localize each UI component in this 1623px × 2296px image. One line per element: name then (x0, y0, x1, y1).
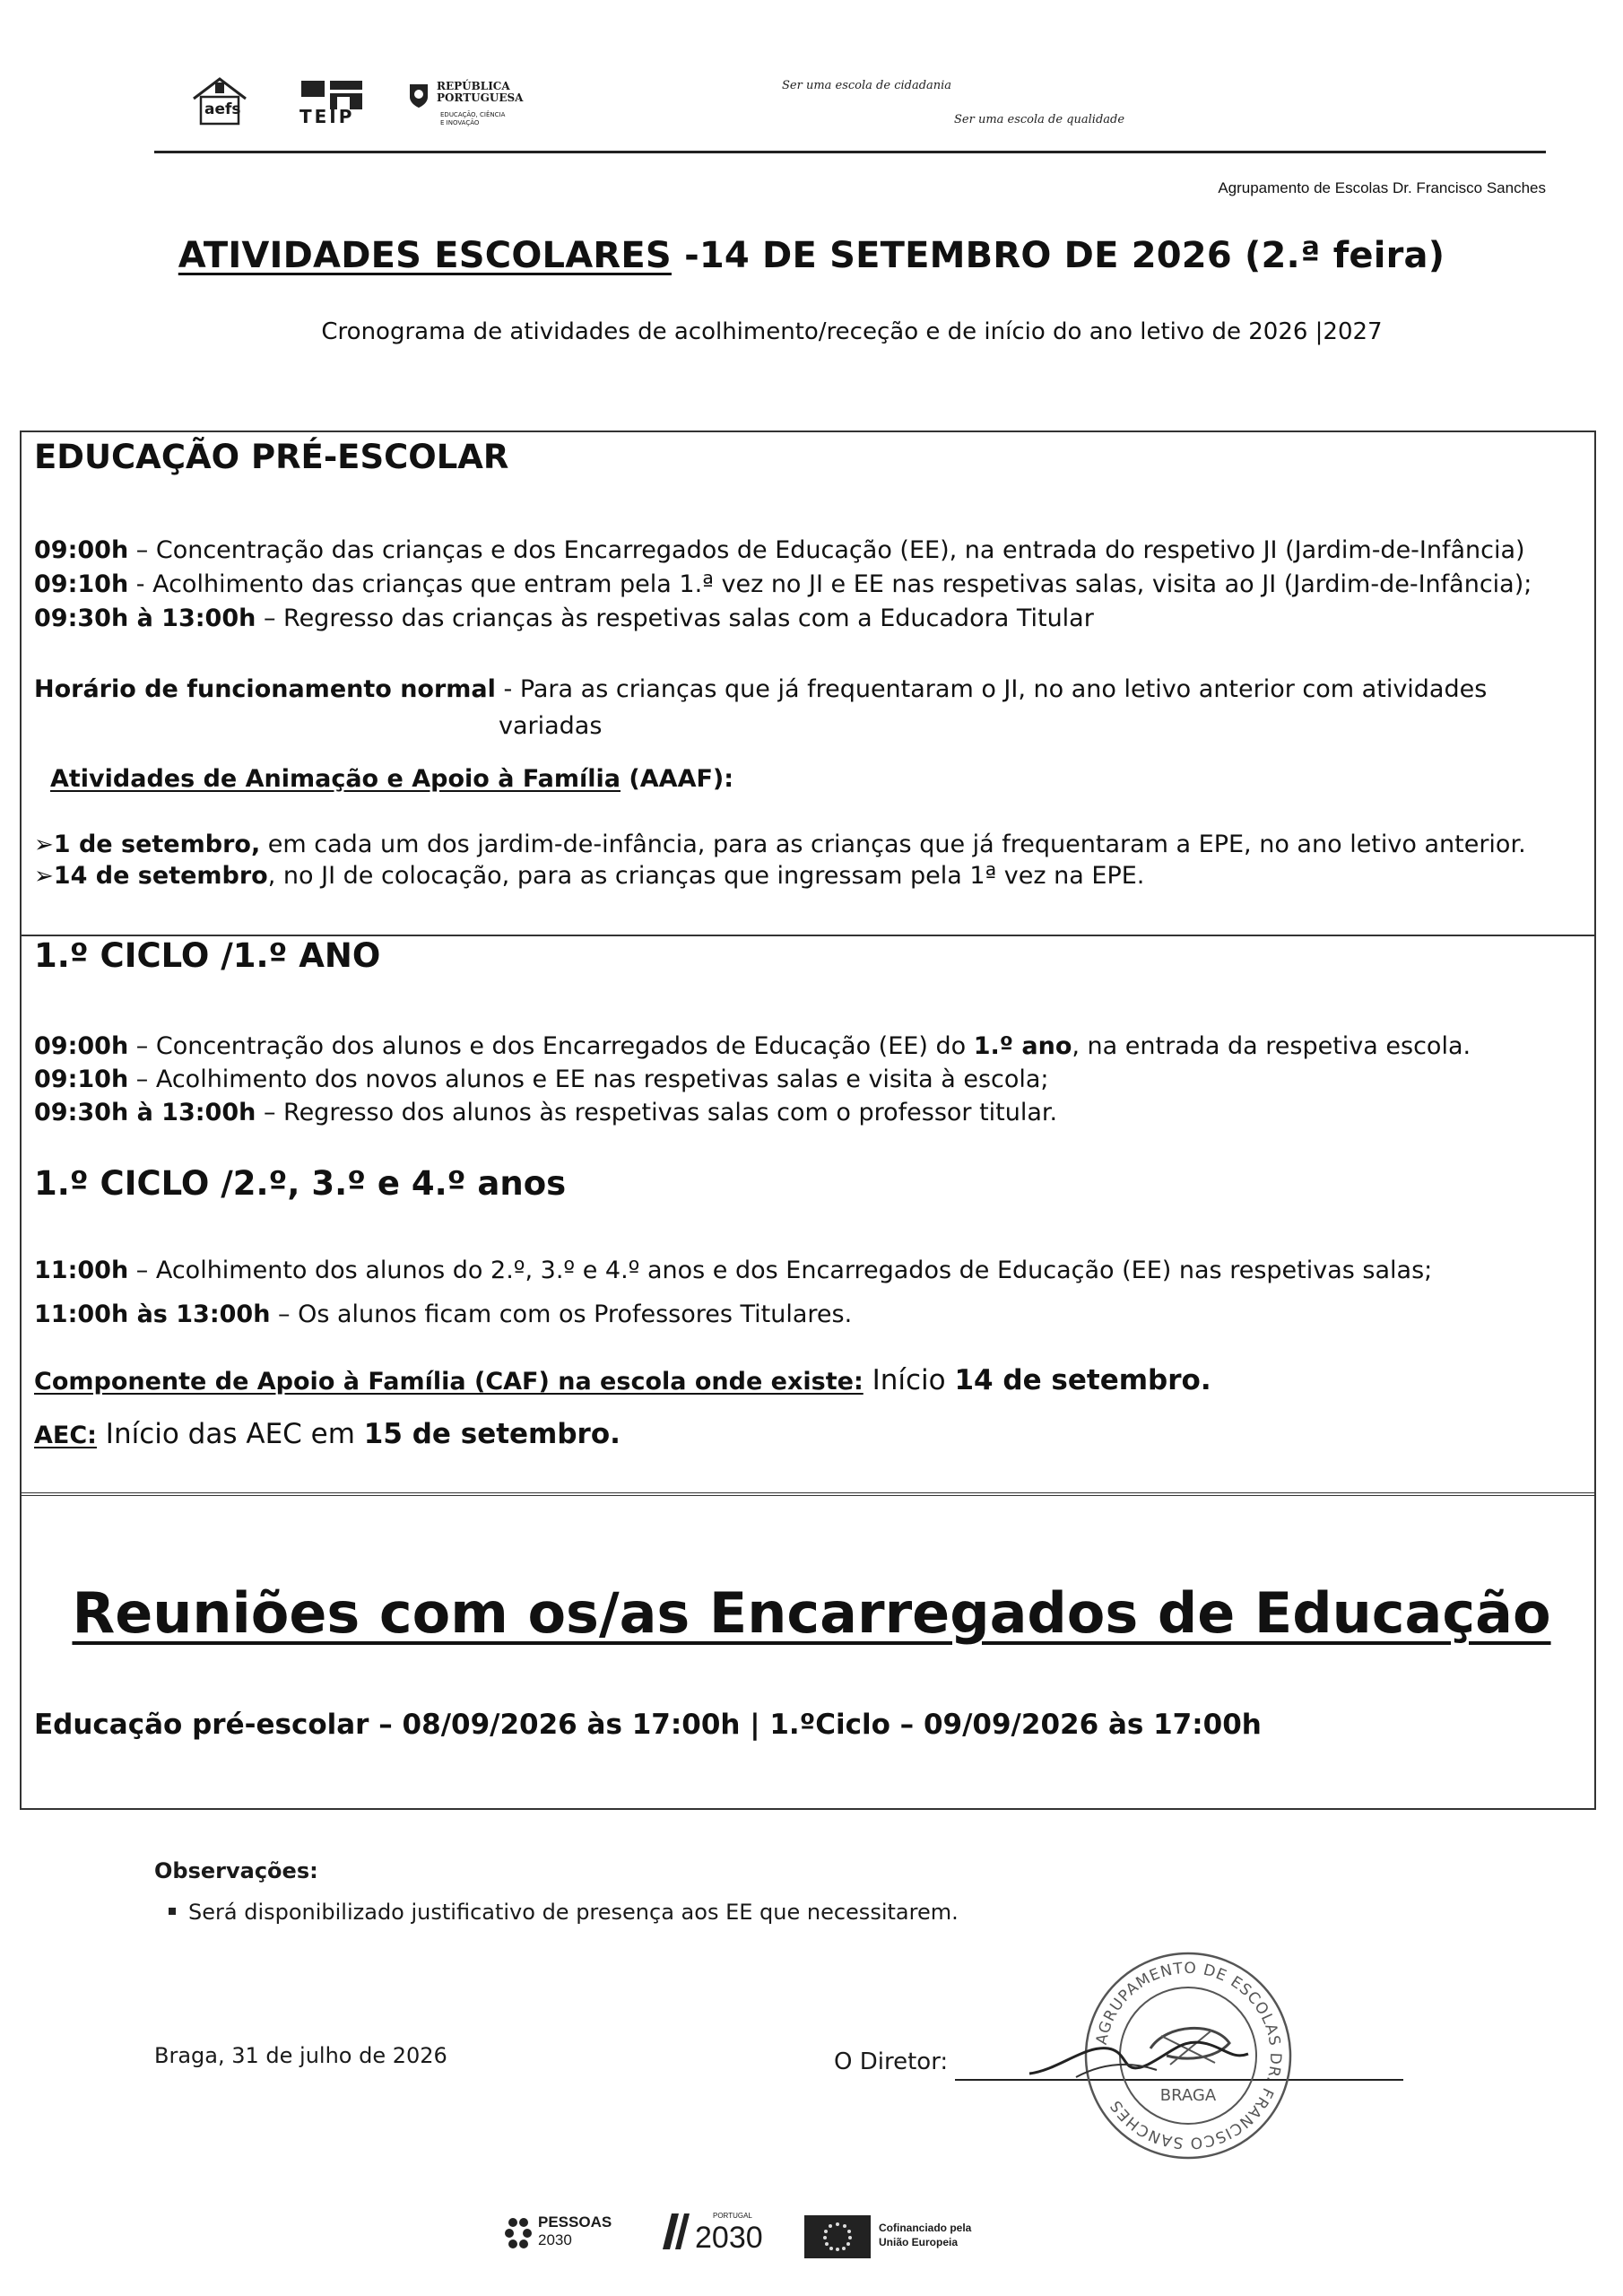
observacoes-title: Observações: (154, 1858, 318, 1883)
reunioes-heading (0, 1580, 1623, 1646)
title-date: -14 DE SETEMBRO DE 2026 (2.ª feira) (671, 235, 1445, 276)
aec-text: Início das AEC em (96, 1418, 364, 1450)
portugal-text: PORTUGAL (713, 2212, 752, 2220)
stamp-ring-text: AGRUPAMENTO DE ESCOLAS DR. FRANCISCO SANCHES (1092, 1959, 1285, 2152)
caf-line (34, 1365, 1211, 1397)
portugal-year: 2030 (695, 2221, 763, 2255)
item-text: – Os alunos ficam com os Professores Titulares. (270, 1300, 853, 1328)
item-text: – Regresso dos alunos às respetivas salas com o professor titular. (256, 1099, 1058, 1126)
section-divider-2 (20, 1492, 1596, 1496)
horario-text: - Para as crianças que já frequentaram o JI, no ano letivo anterior com atividades (495, 675, 1488, 703)
aaaf-heading (50, 764, 733, 795)
item-time: 11:00h às 13:00h (34, 1300, 271, 1328)
arrow-bullet-icon: ➢ (34, 831, 54, 858)
eu-line-2: União Europeia (879, 2236, 959, 2248)
aaaf-text: , no JI de colocação, para as crianças que ingressam pela 1ª vez na EPE. (267, 862, 1145, 890)
pessoas-text: PESSOAS (538, 2213, 612, 2231)
aaaf-text: em cada um dos jardim-de-infância, para as crianças que já frequentaram a EPE, no ano letivo anterior. (260, 831, 1526, 858)
caf-label: Componente de Apoio à Família (CAF) na escola onde existe: (34, 1368, 864, 1396)
aaaf-item-2 (34, 861, 1144, 891)
republica-line-2: PORTUGUESA (437, 91, 524, 104)
teip-logo (298, 77, 369, 133)
pessoas-year: 2030 (538, 2231, 572, 2248)
pessoas-2030-logo (504, 2213, 638, 2253)
item-text: - Acolhimento das crianças que entram pela 1.ª vez no JI e EE nas respetivas salas, visita ao JI (Jardim-de-Infância); (128, 570, 1532, 598)
item-text: – Regresso das crianças às respetivas salas com a Educadora Titular (256, 604, 1094, 632)
portugal-2030-logo (659, 2208, 776, 2258)
arrow-bullet-icon: ➢ (34, 863, 54, 890)
aaaf-item-1 (34, 830, 1526, 860)
ciclo1-item-1 (34, 1031, 1471, 1062)
aaaf-suffix: (AAAF): (621, 765, 734, 793)
page-subtitle: Cronograma de atividades de acolhimento/receção e de início do ano letivo de 2026 |2027 (321, 318, 1383, 345)
preescolar-item-3 (34, 604, 1094, 634)
aaaf-date: 1 de setembro, (53, 831, 261, 858)
section-heading-preescolar: EDUCAÇÃO PRÉ-ESCOLAR (34, 438, 509, 476)
aaaf-date: 14 de setembro (53, 862, 268, 890)
item-text: – Concentração dos alunos e dos Encarregados de Educação (EE) do (128, 1032, 974, 1060)
reunioes-heading-text: Reuniões com os/as Encarregados de Educação (72, 1580, 1551, 1646)
ciclo234-item-2 (34, 1300, 852, 1330)
title-main: ATIVIDADES ESCOLARES (178, 235, 672, 276)
page-title (0, 235, 1623, 276)
observacoes-item: Será disponibilizado justificativo de presença aos EE que necessitarem. (188, 1900, 959, 1925)
republica-logo (408, 81, 542, 135)
item-text: – Concentração das crianças e dos Encarregados de Educação (EE), na entrada do respetivo JI (Jardim-de-Infância) (128, 536, 1525, 564)
item-text-2: , na entrada da respetiva escola. (1072, 1032, 1471, 1060)
signature-scribble (1022, 2018, 1255, 2090)
item-time: 11:00h (34, 1257, 129, 1284)
caf-date: 14 de setembro. (954, 1364, 1211, 1396)
item-time: 09:00h (34, 1032, 129, 1060)
eu-line-1: Cofinanciado pela (879, 2222, 972, 2234)
section-heading-ciclo1: 1.º CICLO /1.º ANO (34, 936, 381, 975)
horario-label: Horário de funcionamento normal (34, 675, 496, 703)
motto-cidadania: Ser uma escola de cidadania (782, 79, 952, 92)
ministry-line-2: E INOVAÇÃO (440, 119, 480, 126)
horario-line-2: variadas (499, 712, 603, 740)
ciclo1-item-3 (34, 1098, 1057, 1128)
teip-logo-text: TEIP (299, 106, 355, 127)
aec-label: AEC: (34, 1422, 97, 1449)
aefs-logo (188, 74, 251, 129)
item-bold: 1.º ano (973, 1032, 1072, 1060)
preescolar-item-1 (34, 535, 1525, 566)
item-text: – Acolhimento dos alunos do 2.º, 3.º e 4.º anos e dos Encarregados de Educação (EE) nas respetivas salas; (128, 1257, 1433, 1284)
motto-qualidade: Ser uma escola de qualidade (954, 113, 1125, 126)
caf-text: Início (863, 1364, 955, 1396)
header-divider (154, 151, 1546, 153)
item-time: 09:30h à 13:00h (34, 1099, 256, 1126)
ciclo234-item-1 (34, 1256, 1432, 1286)
aefs-logo-text: aefs (204, 100, 241, 118)
place-date: Braga, 31 de julho de 2026 (154, 2043, 447, 2068)
preescolar-item-2 (34, 570, 1532, 600)
eu-cofinanced-text (879, 2221, 971, 2249)
aec-date: 15 de setembro. (363, 1418, 621, 1450)
item-text: – Acolhimento dos novos alunos e EE nas respetivas salas e visita à escola; (128, 1065, 1049, 1093)
ministry-line-1: EDUCAÇÃO, CIÊNCIA (440, 111, 506, 118)
ciclo1-item-2 (34, 1065, 1049, 1095)
eu-flag-logo (804, 2215, 871, 2258)
item-time: 09:00h (34, 536, 129, 564)
horario-line (34, 674, 1487, 705)
republica-line-1: REPÚBLICA (437, 80, 510, 92)
item-time: 09:10h (34, 570, 129, 598)
section-heading-ciclo234: 1.º CICLO /2.º, 3.º e 4.º anos (34, 1164, 567, 1203)
item-time: 09:10h (34, 1065, 129, 1093)
aaaf-label: Atividades de Animação e Apoio à Família (50, 765, 621, 793)
aec-line (34, 1419, 621, 1451)
item-time: 09:30h à 13:00h (34, 604, 256, 632)
agrupamento-name: Agrupamento de Escolas Dr. Francisco Sanches (1218, 179, 1546, 196)
director-label: O Diretor: (834, 2048, 949, 2075)
reunioes-dates: Educação pré-escolar – 08/09/2026 às 17:00h | 1.ºCiclo – 09/09/2026 às 17:00h (34, 1709, 1262, 1741)
stamp-city: BRAGA (1159, 2086, 1217, 2105)
